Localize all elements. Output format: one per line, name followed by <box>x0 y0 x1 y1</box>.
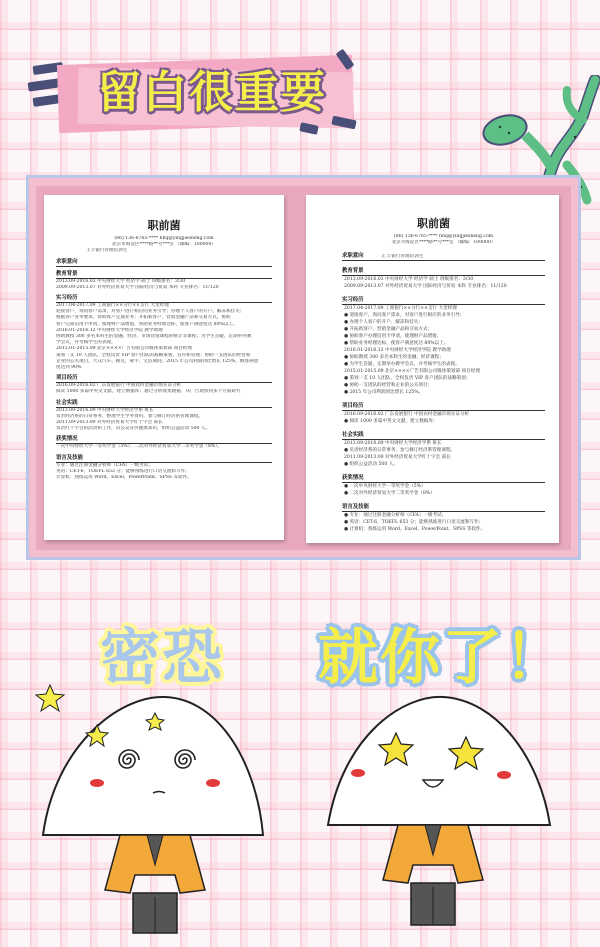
section-heading: 求职意向 <box>56 257 272 267</box>
resume-line: ● 专业：通过注册金融分析师（CFA）一级考试； <box>344 512 447 518</box>
resume-line: ● 一次中央财经大学一等奖学金（5%） <box>344 483 426 489</box>
resume-line: ● 策划一支 10 人团队，全权负责 VIP 客户团队的战略策划； <box>344 375 471 381</box>
resume-line: ● 二次对外经济贸易大学二等奖学金（8%） <box>344 490 435 496</box>
caption-left: 密恐 <box>100 623 224 693</box>
resume-line: ● 2015 年公司利润同比增长 125%。 <box>344 389 424 395</box>
resume-line: 客户完成信用卡申请，使理财产品增值，帮助业务经理达标，使客户满意度达 80%以上。 <box>56 321 238 327</box>
resume-sections <box>342 251 545 532</box>
section-heading: 求职意向 <box>342 251 545 261</box>
caption-right: 就你了！ <box>318 623 566 693</box>
resume-line: ● 为学生答疑，定期举办教学会议，并考核学生的表现。 <box>344 361 460 367</box>
resume-line: 协助教授 300 多名本科生的金融、经济、市场营销课程的统计等课程；为学生答疑，定期举办教 <box>56 334 252 340</box>
resume-line: 2013.09-2016.03 中央财经大学 经济学 硕士 班级排名：3/30 <box>344 276 474 282</box>
resume-line: 2015.01-2015.09 北京××××广告有限公司媒体策划部 项目经理 <box>344 368 480 374</box>
resume-address: 北京市海淀区****路**号***室 （邮编：100000） <box>112 242 216 248</box>
resume-name: 职前菌 <box>417 217 450 230</box>
resume-contact: (86) 136-6765-**** hhq@yingjiesheng.com <box>114 236 214 241</box>
resume-line: 度达到 90% <box>56 365 82 371</box>
resume-dense <box>44 195 284 540</box>
resume-line: 2016.09-2016.02 广东发展银行 中国农村金融市场实证分析 <box>344 411 470 417</box>
resume-line: 企业的公关项目，大众汽车、耐克、蒙牛、宝洁期间，2015 年公司利润同比增长 125%，顾客满意 <box>56 358 259 364</box>
section-heading: 社会实践 <box>56 398 272 408</box>
dizzy-character-icon <box>35 675 270 945</box>
section-heading: 教育背景 <box>56 269 272 279</box>
resume-line: 策划一支 10 人团队，全权负责 VIP 客户团队的战略策划、宣传和管理；协助一支团队的经营和 <box>56 352 251 358</box>
resume-line: 2013.09-2016.09 中央财经大学经济学系 班长 <box>344 440 442 446</box>
resume-contact: (86) 136-6765-**** hhq@yingjiesheng.com <box>393 234 494 239</box>
section-heading: 获奖情况 <box>56 434 272 444</box>
resume-line: 计算机：熟练运用 Word、Excel、PowerPoint、SPSS 等软件。 <box>56 475 192 481</box>
resume-line: ● 阅读 1000 多篇中英文文献，建立数据库； <box>344 418 438 424</box>
resume-line: 专业：通过注册金融分析师（CFA）一级考试； <box>56 462 153 468</box>
page-title: 留白很重要 <box>97 67 327 118</box>
resume-line: 2009.09-2013.07 对外经济贸易大学 国际经济与贸易 本科 专业排名：11/120 <box>56 284 219 290</box>
section-heading: 项目经历 <box>56 373 272 383</box>
section-heading: 实习经历 <box>56 293 272 303</box>
resume-line: 阅读 1000 多篇中英文文献，建立数据库；通过分析收集数据，从广告观察到多个方面研究 <box>56 389 241 395</box>
resume-line: 负责经济系的日常事务，整理学生学务资料，参与修订经济系管理课程。 <box>56 413 204 419</box>
resume-line: ● 协助客户办理信用卡申请，使理财产品增值； <box>344 333 442 339</box>
resume-line: 迎接客户，询问客户需求，对客户进行相应的业务引导；办理个人客户的开户、解冻和挂失； <box>56 309 245 315</box>
resume-line: ● 计算机：熟练运用 Word、Excel、PowerPoint、SPSS 等软件。 <box>344 526 486 532</box>
section-heading: 项目经历 <box>342 401 545 411</box>
resume-line: ● 迎接客户，询问客户需求，对客户进行相应的业务引导； <box>344 312 465 318</box>
resume-line: 2016.09-2016.02 广东发展银行 中国农村金融市场实证分析 <box>56 383 182 389</box>
section-heading: 社会实践 <box>342 430 545 440</box>
resume-sections <box>56 257 272 482</box>
resume-line: 英语：CET-6，TOEFL 653 分；能够熟练进行口语交流和写作； <box>56 468 190 474</box>
resume-target: 王丰银行管理培训生 <box>86 248 128 254</box>
resume-line: 2013.09-2016.03 中央财经大学 经济学 硕士 班级排名：3/30 <box>56 278 186 284</box>
resume-line: ● 负责经济系的日常事务，参与修订经济系管理课程。 <box>344 447 456 453</box>
resume-line: 根据客户业务要求，帮助客户完成业务；开拓新客户，营销金融产品和交易方式，协助 <box>56 315 231 321</box>
resume-line: 2011.09-2013.09 对外经济贸易大学红十字会 部长 <box>56 420 163 426</box>
resume-spaced <box>306 195 559 543</box>
resume-line: ● 组织公益活动 500 人。 <box>344 461 398 467</box>
resume-line: ● 英语：CET-6，TOEFL 653 分；能够熟练进行口语交流和写作； <box>344 519 484 525</box>
resume-line: 2011.09-2013.09 对外经济贸易大学红十字会 部长 <box>344 454 451 460</box>
section-heading: 语言及技能 <box>342 502 545 512</box>
resume-line: 一次中央财经大学一等奖学金（5%）；二次对外经济贸易大学二等奖学金（8%）。 <box>56 444 223 450</box>
section-heading: 教育背景 <box>342 266 545 276</box>
resume-line: 2009.09-2013.07 对外经济贸易大学 国际经济与贸易 本科 专业排名：11/120 <box>344 283 507 289</box>
resume-line: 2015.01-2015.09 北京××××广告有限公司媒体策划部 项目经理 <box>56 346 192 352</box>
resume-address: 北京市海淀区****路**号***室 （邮编：100000） <box>391 240 496 246</box>
resume-line: 2016.01-2016.12 中央财经大学经济学院 教学助理 <box>56 327 163 333</box>
resume-line: 负责红十字会的活动和工作，向公众宣传健康知识，组织公益活动 500 人。 <box>56 426 211 432</box>
section-heading: 获奖情况 <box>342 473 545 483</box>
resume-line: 2017.04-2017.09 工商银行××分行××支行 大堂经理 <box>56 303 169 309</box>
star-eyed-character-icon <box>318 675 558 945</box>
resume-line: ● 办理个人客户的开户、解冻和挂失； <box>344 319 423 325</box>
resume-line: 学会议，并考核学生的表现。 <box>56 340 116 346</box>
resume-line: 2013.09-2016.09 中央财经大学经济学系 班长 <box>56 407 154 413</box>
resume-name: 职前菌 <box>147 219 181 232</box>
resume-target: 汇丰银行管理培训生 <box>382 254 424 260</box>
resume-line: ● 开拓新客户，营销金融产品和交易方式； <box>344 326 433 332</box>
resume-line: ● 帮助业务经理达标，使客户满意度达 80%以上。 <box>344 340 449 346</box>
section-heading: 实习经历 <box>342 295 545 305</box>
section-heading: 语言及技能 <box>56 453 272 463</box>
resume-line: 2016.01-2016.12 中央财经大学经济学院 教学助理 <box>344 347 451 353</box>
resume-line: ● 协助教授 300 多名本科生的金融、经济课程； <box>344 354 444 360</box>
resume-line: ● 协助一支团队的经营和企业的公关项目； <box>344 382 433 388</box>
resume-line: 2017.04-2017.09 工商银行××分行××支行 大堂经理 <box>344 305 457 311</box>
